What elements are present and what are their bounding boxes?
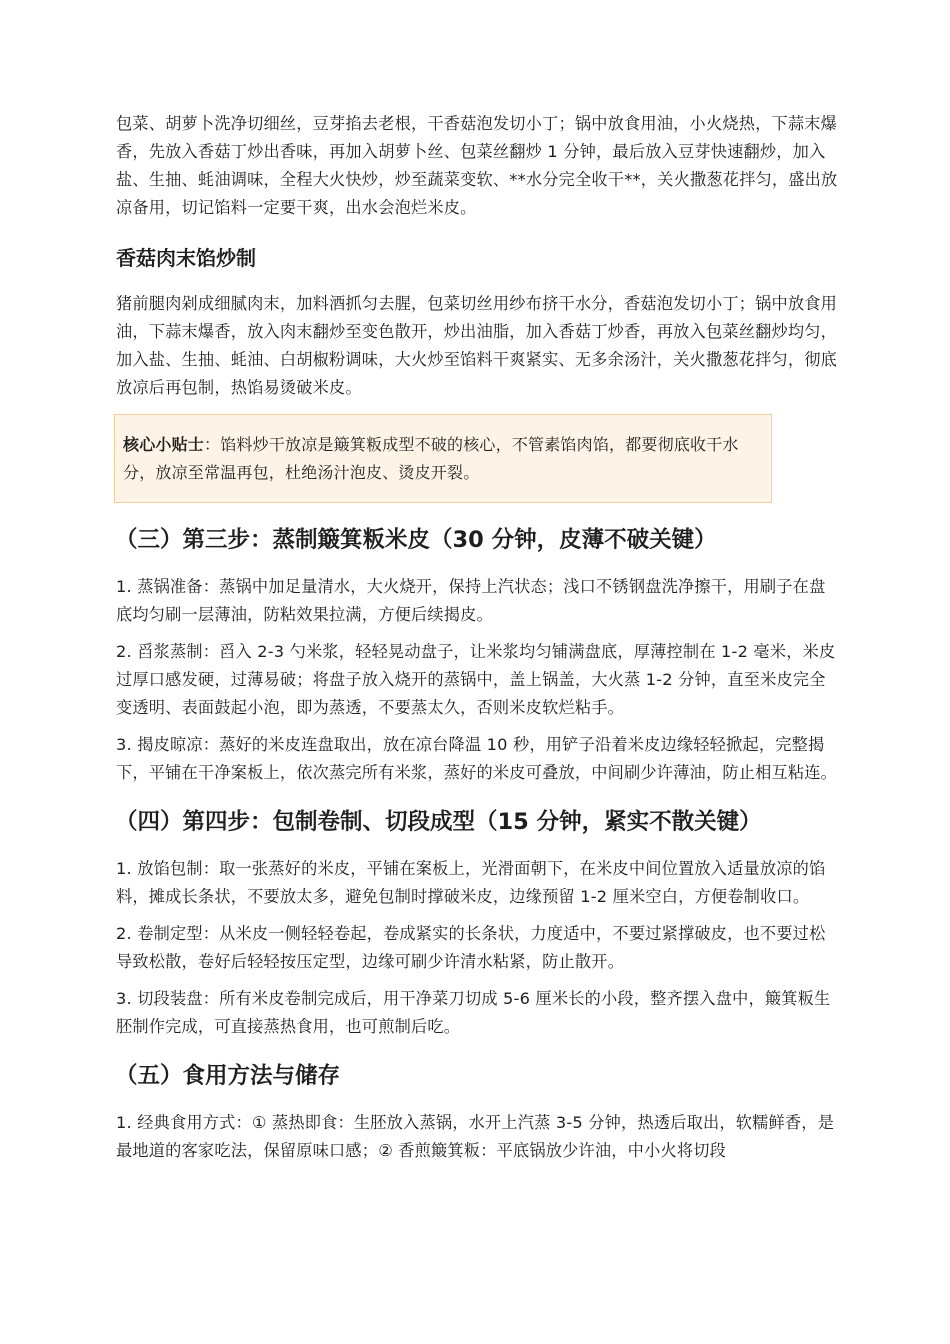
section-4-heading: （四）第四步：包制卷制、切段成型（15 分钟，紧实不散关键） xyxy=(115,809,762,835)
section-3-heading: （三）第三步：蒸制簸箕粄米皮（30 分钟，皮薄不破关键） xyxy=(115,527,717,553)
section-4-step-2: 2. 卷制定型：从米皮一侧轻轻卷起，卷成紧实的长条状，力度适中，不要过紧撑破皮，也不要过松导致松散，卷好后轻轻按压定型，边缘可刷少许清水粘紧，防止散开。 xyxy=(116,924,826,971)
tip-label: 核心小贴士 xyxy=(123,435,205,454)
section-4-step-3: 3. 切段装盘：所有米皮卷制完成后，用干净菜刀切成 5-6 厘米长的小段，整齐摆入盘中，簸箕粄生胚制作完成，可直接蒸热食用，也可煎制后吃。 xyxy=(116,989,831,1036)
section-5-step-1: 1. 经典食用方式：① 蒸热即食：生胚放入蒸锅，水开上汽蒸 3-5 分钟，热透后取出，软糯鲜香，是最地道的客家吃法，保留原味口感；② 香煎簸箕粄：平底锅放少许油，中小火将切段 xyxy=(116,1113,835,1160)
section-4-step-1: 1. 放馅包制：取一张蒸好的米皮，平铺在案板上，光滑面朝下，在米皮中间位置放入适量放凉的馅料，摊成长条状，不要放太多，避免包制时撑破米皮，边缘预留 1-2 厘米空白，方便卷制收口。 xyxy=(116,859,826,906)
meat-filling-heading: 香菇肉末馅炒制 xyxy=(116,246,256,270)
tip-text: ：馅料炒干放凉是簸箕粄成型不破的核心，不管素馅肉馅，都要彻底收干水分，放凉至常温再包，杜绝汤汁泡皮、烫皮开裂。 xyxy=(123,435,739,482)
tip-callout xyxy=(114,414,772,503)
tip-text-block xyxy=(123,431,759,487)
section-3-step-2: 2. 舀浆蒸制：舀入 2-3 勺米浆，轻轻晃动盘子，让米浆均匀铺满盘底，厚薄控制在 1-2 毫米，米皮过厚口感发硬，过薄易破；将盘子放入烧开的蒸锅中，盖上锅盖，大火蒸 1-2 分钟，直至米皮完全变透明、表面鼓起小泡，即为蒸透，不要蒸太久，否则米皮软烂粘手。 xyxy=(116,642,836,717)
section-3-step-1: 1. 蒸锅准备：蒸锅中加足量清水，大火烧开，保持上汽状态；浅口不锈钢盘洗净擦干，用刷子在盘底均匀刷一层薄油，防粘效果拉满，方便后续揭皮。 xyxy=(116,577,826,624)
section-3-step-3: 3. 揭皮晾凉：蒸好的米皮连盘取出，放在凉台降温 10 秒，用铲子沿着米皮边缘轻轻掀起，完整揭下，平铺在干净案板上，依次蒸完所有米浆，蒸好的米皮可叠放，中间刷少许薄油，防止相互粘连。 xyxy=(116,735,838,782)
document-page xyxy=(116,110,838,1174)
section-5-heading: （五）食用方法与储存 xyxy=(115,1063,341,1089)
meat-filling-paragraph: 猪前腿肉剁成细腻肉末，加料酒抓匀去腥，包菜切丝用纱布挤干水分，香菇泡发切小丁；锅中放食用油，下蒜末爆香，放入肉末翻炒至变色散开，炒出油脂，加入香菇丁炒香，再放入包菜丝翻炒均匀，加入盐、生抽、蚝油、白胡椒粉调味，大火炒至馅料干爽紧实、无多余汤汁，关火撒葱花拌匀，彻底放凉后再包制，热馅易烫破米皮。 xyxy=(116,294,838,397)
vegetable-filling-paragraph: 包菜、胡萝卜洗净切细丝，豆芽掐去老根，干香菇泡发切小丁；锅中放食用油，小火烧热，下蒜末爆香，先放入香菇丁炒出香味，再加入胡萝卜丝、包菜丝翻炒 1 分钟，最后放入豆芽快速翻炒，加入盐、生抽、蚝油调味，全程大火快炒，炒至蔬菜变软、**水分完全收干**，关火撒葱花拌匀，盛出放凉备用，切记馅料一定要干爽，出水会泡烂米皮。 xyxy=(116,114,838,217)
